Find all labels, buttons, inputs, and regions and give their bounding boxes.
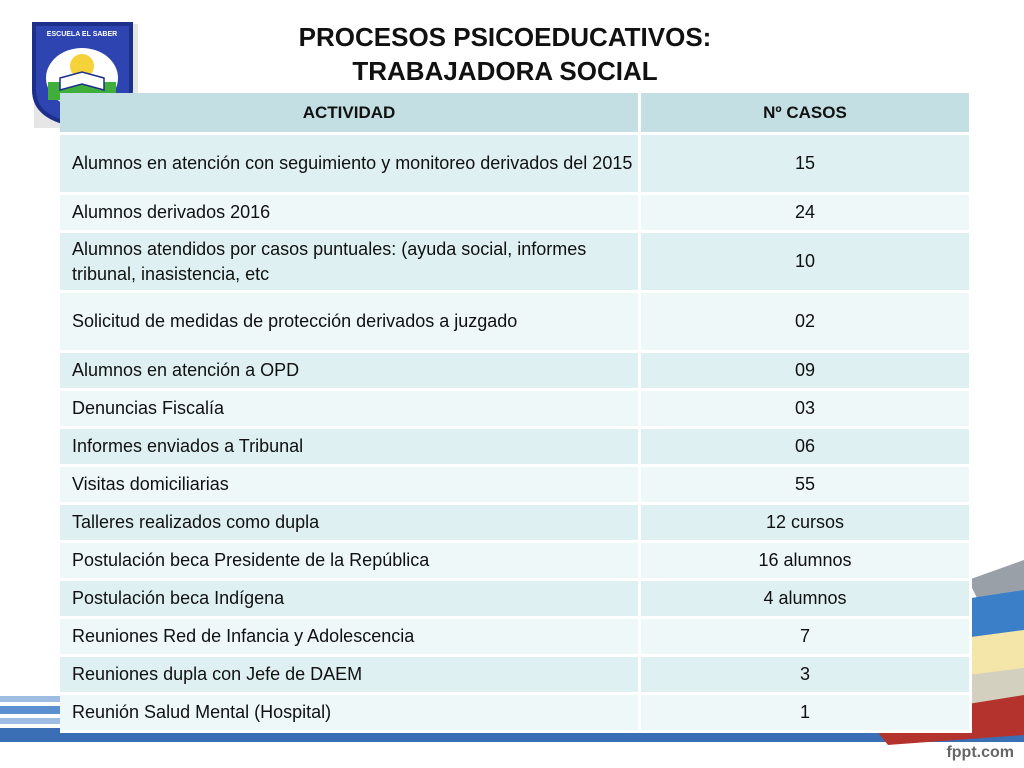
brand-label: fppt.com (946, 744, 1014, 761)
activity-cell: Reunión Salud Mental (Hospital) (60, 695, 641, 733)
table-row (60, 429, 972, 467)
cases-cell: 7 (641, 619, 972, 657)
activity-cell: Alumnos atendidos por casos puntuales: (ayuda social, informes tribunal, inasistencia, etc (60, 233, 641, 293)
activity-cell: Solicitud de medidas de protección derivados a juzgado (60, 293, 641, 353)
table-row (60, 135, 972, 195)
cases-cell: 16 alumnos (641, 543, 972, 581)
cases-cell: 02 (641, 293, 972, 353)
activity-cell: Informes enviados a Tribunal (60, 429, 641, 467)
activity-cell: Alumnos en atención con seguimiento y monitoreo derivados del 2015 (60, 135, 641, 195)
header-cases: Nº CASOS (641, 93, 972, 135)
cases-cell: 12 cursos (641, 505, 972, 543)
cases-cell: 09 (641, 353, 972, 391)
cases-cell: 55 (641, 467, 972, 505)
title-line-1: PROCESOS PSICOEDUCATIVOS: (298, 22, 712, 52)
activity-cell: Denuncias Fiscalía (60, 391, 641, 429)
cases-cell: 03 (641, 391, 972, 429)
title-line-2: TRABAJADORA SOCIAL (352, 56, 658, 86)
activity-cell: Postulación beca Indígena (60, 581, 641, 619)
page-title (200, 20, 810, 88)
table-row (60, 581, 972, 619)
table-row (60, 353, 972, 391)
activity-cell: Talleres realizados como dupla (60, 505, 641, 543)
cases-cell: 1 (641, 695, 972, 733)
table-row (60, 695, 972, 733)
logo-text-top: ESCUELA EL SABER (46, 31, 118, 38)
table-row (60, 505, 972, 543)
cases-cell: 24 (641, 195, 972, 233)
table-header-row (60, 93, 972, 135)
table-row (60, 391, 972, 429)
table-row (60, 543, 972, 581)
table-row (60, 657, 972, 695)
header-activity: ACTIVIDAD (60, 93, 641, 135)
activity-cell: Reuniones Red de Infancia y Adolescencia (60, 619, 641, 657)
activity-cell: Alumnos derivados 2016 (60, 195, 641, 233)
table-row (60, 293, 972, 353)
cases-cell: 4 alumnos (641, 581, 972, 619)
cases-cell: 06 (641, 429, 972, 467)
activity-table (60, 93, 972, 733)
cases-cell: 10 (641, 233, 972, 293)
activity-cell: Visitas domiciliarias (60, 467, 641, 505)
activity-cell: Alumnos en atención a OPD (60, 353, 641, 391)
activity-cell: Reuniones dupla con Jefe de DAEM (60, 657, 641, 695)
table-row (60, 467, 972, 505)
cases-cell: 3 (641, 657, 972, 695)
table-row (60, 233, 972, 293)
activity-cell: Postulación beca Presidente de la República (60, 543, 641, 581)
cases-cell: 15 (641, 135, 972, 195)
table-row (60, 619, 972, 657)
table-row (60, 195, 972, 233)
